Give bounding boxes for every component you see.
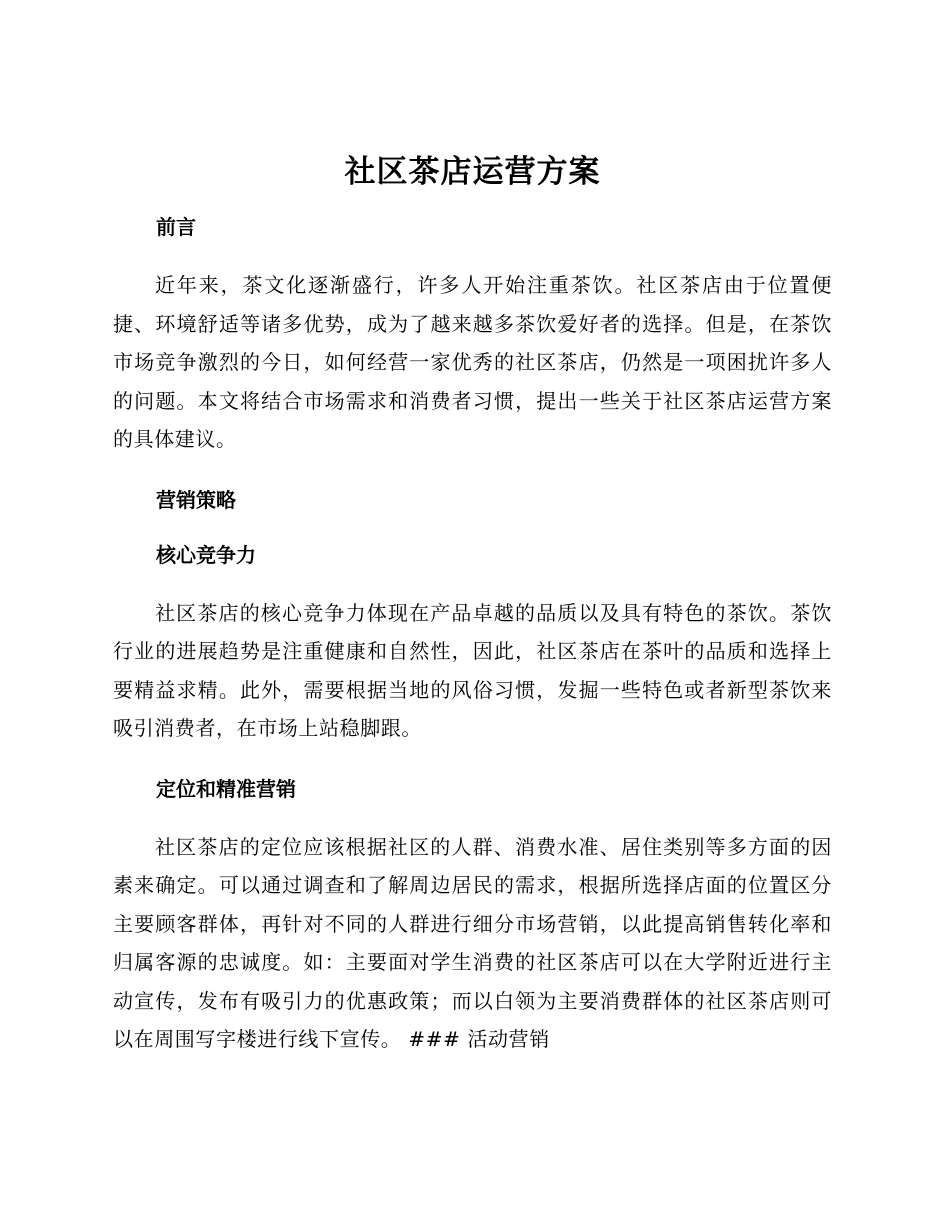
- heading-positioning: 定位和精准营销: [156, 776, 296, 801]
- spacer: [113, 459, 832, 485]
- spacer: [113, 804, 832, 828]
- heading-preface: 前言: [156, 215, 196, 239]
- heading-core-competitiveness: 核心竞争力: [156, 542, 256, 567]
- paragraph-preface: 近年来，茶文化逐渐盛行，许多人开始注重茶饮。社区茶店由于位置便捷、环境舒适等诸多优势，成为了越来越多茶饮爱好者的选择。但是，在茶饮市场竞争激烈的今日，如何经营一家优秀的社区茶店，仍然是一项困扰许多人的问题。本文将结合市场需求和消费者习惯，提出一些关于社区茶店运营方案的具体建议。: [113, 273, 832, 451]
- paragraph-core-competitiveness: 社区茶店的核心竞争力体现在产品卓越的品质以及具有特色的茶饮。茶饮行业的进展趋势是注重健康和自然性，因此，社区茶店在茶叶的品质和选择上要精益求精。此外，需要根据当地的风俗习惯，发掘一些特色或者新型茶饮来吸引消费者，在市场上站稳脚跟。: [113, 600, 832, 740]
- spacer: [113, 748, 832, 774]
- paragraph-positioning: 社区茶店的定位应该根据社区的人群、消费水准、居住类别等多方面的因素来确定。可以通过调查和了解周边居民的需求，根据所选择店面的位置区分主要顾客群体，再针对不同的人群进行细分市场营销，以此提高销售转化率和归属客源的忠诚度。如：主要面对学生消费的社区茶店可以在大学附近进行主动宣传，发布有吸引力的优惠政策；而以白领为主要消费群体的社区茶店则可以在周围写字楼进行线下宣传。 ### 活动营销: [113, 834, 832, 1051]
- heading-marketing-strategy: 营销策略: [156, 487, 236, 512]
- spacer: [113, 570, 832, 594]
- spacer: [113, 515, 832, 540]
- document-title: 社区茶店运营方案: [344, 154, 601, 190]
- spacer: [113, 242, 832, 266]
